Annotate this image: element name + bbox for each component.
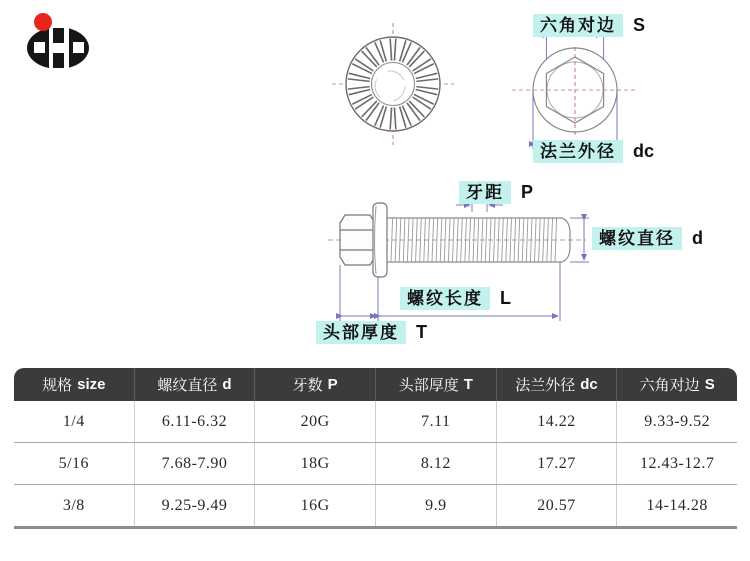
cell-size: 1/4 bbox=[14, 401, 135, 442]
serrated-flange-top-view bbox=[338, 29, 448, 139]
cell-flange-od: 14.22 bbox=[497, 401, 618, 442]
thread-len-label: 螺纹长度 bbox=[400, 287, 490, 310]
pitch-label: 牙距 bbox=[459, 181, 511, 204]
header-thread-diameter: 螺纹直径 d bbox=[135, 368, 256, 401]
cell-thread-count: 18G bbox=[255, 443, 376, 484]
hex-flats-label: 六角对边 bbox=[533, 14, 623, 37]
bolt-flange bbox=[373, 203, 387, 277]
cell-hex-flats: 14-14.28 bbox=[646, 496, 708, 514]
logo-red-dot bbox=[34, 13, 52, 31]
cell-thread-diameter: 9.25-9.49 bbox=[135, 485, 256, 526]
thread-len-symbol: L bbox=[500, 288, 511, 308]
spec-table-body bbox=[14, 401, 737, 529]
flange-od-label: 法兰外径 bbox=[533, 140, 623, 163]
callout-flange-outer-diameter bbox=[533, 137, 654, 162]
header-hex-flats: 六角对边 S bbox=[639, 376, 715, 394]
spec-table-header-row bbox=[14, 368, 737, 401]
callout-thread-diameter bbox=[592, 224, 703, 249]
cell-thread-diameter: 6.11-6.32 bbox=[135, 401, 256, 442]
thread-dia-symbol: d bbox=[692, 228, 703, 248]
cell-hex-flats: 12.43-12.7 bbox=[640, 454, 715, 472]
cell-thread-count: 16G bbox=[255, 485, 376, 526]
head-thickness-label: 头部厚度 bbox=[316, 321, 406, 344]
thread-dia-label: 螺纹直径 bbox=[592, 227, 682, 250]
header-thread-count: 牙数 P bbox=[255, 368, 376, 401]
table-row bbox=[14, 443, 737, 485]
spec-table bbox=[14, 368, 737, 529]
brand-logo bbox=[10, 10, 110, 90]
bolt-shaft bbox=[387, 218, 570, 262]
cell-flange-od: 17.27 bbox=[497, 443, 618, 484]
cell-head-thickness: 9.9 bbox=[376, 485, 497, 526]
bolt-head bbox=[340, 215, 375, 265]
cell-head-thickness: 8.12 bbox=[376, 443, 497, 484]
table-row bbox=[14, 401, 737, 443]
header-flange-od: 法兰外径 dc bbox=[497, 368, 618, 401]
cell-thread-diameter: 7.68-7.90 bbox=[135, 443, 256, 484]
cell-thread-count: 20G bbox=[255, 401, 376, 442]
callout-thread-length bbox=[400, 284, 511, 309]
cell-hex-flats: 9.33-9.52 bbox=[644, 412, 711, 430]
cell-size: 5/16 bbox=[14, 443, 135, 484]
flange-od-symbol: dc bbox=[633, 141, 655, 161]
callout-hex-across-flats bbox=[533, 11, 645, 36]
header-head-thickness: 头部厚度 T bbox=[376, 368, 497, 401]
header-size: 规格 size bbox=[14, 368, 135, 401]
callout-head-thickness bbox=[316, 318, 427, 343]
table-row bbox=[14, 485, 737, 529]
pitch-symbol: P bbox=[521, 182, 534, 202]
cell-head-thickness: 7.11 bbox=[376, 401, 497, 442]
head-thickness-symbol: T bbox=[416, 322, 427, 342]
cell-flange-od: 20.57 bbox=[497, 485, 618, 526]
hex-flats-symbol: S bbox=[633, 15, 646, 35]
cell-size: 3/8 bbox=[14, 485, 135, 526]
callout-thread-pitch bbox=[459, 178, 533, 203]
